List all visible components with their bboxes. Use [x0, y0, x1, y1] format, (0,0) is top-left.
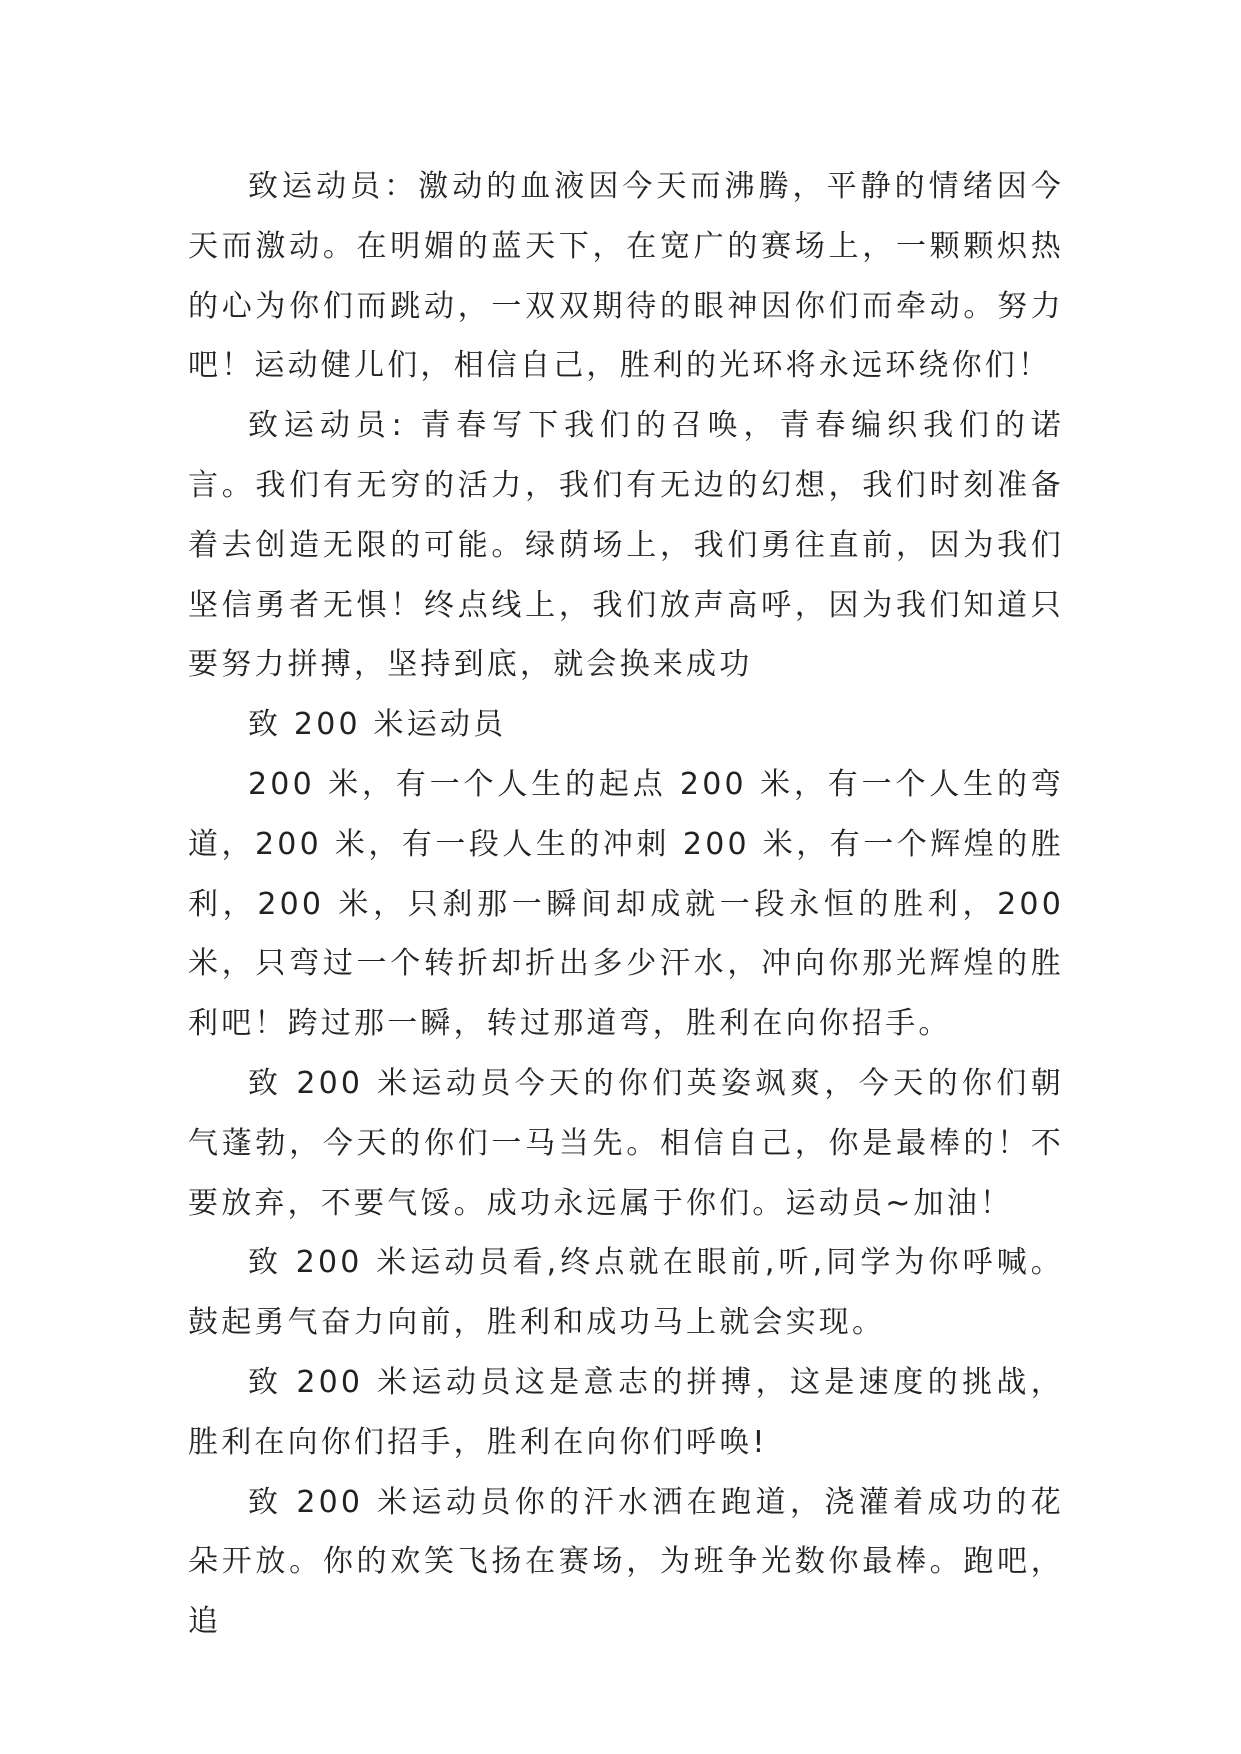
document-body: [188, 157, 1064, 1652]
paragraph: 致 200 米运动员今天的你们英姿飒爽，今天的你们朝气蓬勃，今天的你们一马当先。相信自己，你是最棒的！不要放弃，不要气馁。成功永远属于你们。运动员~加油！: [188, 1065, 1064, 1221]
paragraph: 200 米，有一个人生的起点 200 米，有一个人生的弯道，200 米，有一段人生的冲刺 200 米，有一个辉煌的胜利，200 米，只刹那一瞬间却成就一段永恒的胜利，200 米，只弯过一个转折却折出多少汗水，冲向你那光辉煌的胜利吧！跨过那一瞬，转过那道弯，胜利在向你招手。: [188, 766, 1064, 1042]
paragraph: 致运动员: 青春写下我们的召唤，青春编织我们的诺言。我们有无穷的活力，我们有无边的幻想，我们时刻准备着去创造无限的可能。绿荫场上，我们勇往直前，因为我们坚信勇者无惧！终点线上，我们放声高呼，因为我们知道只要努力拼搏，坚持到底，就会换来成功: [188, 408, 1064, 683]
paragraph: 致运动员：激动的血液因今天而沸腾，平静的情绪因今天而激动。在明媚的蓝天下，在宽广的赛场上，一颗颗炽热的心为你们而跳动，一双双期待的眼神因你们而牵动。努力吧！运动健儿们，相信自己，胜利的光环将永远环绕你们！: [188, 169, 1064, 384]
paragraph: 致 200 米运动员这是意志的拼搏，这是速度的挑战，胜利在向你们招手，胜利在向你们呼唤!: [188, 1364, 1064, 1460]
paragraph: 致 200 米运动员看,终点就在眼前,听,同学为你呼喊。鼓起勇气奋力向前，胜利和成功马上就会实现。: [188, 1245, 1064, 1341]
paragraph-heading: 致 200 米运动员: [248, 707, 507, 743]
paragraph: 致 200 米运动员你的汗水洒在跑道，浇灌着成功的花朵开放。你的欢笑飞扬在赛场，为班争光数你最棒。跑吧，追: [188, 1484, 1064, 1640]
